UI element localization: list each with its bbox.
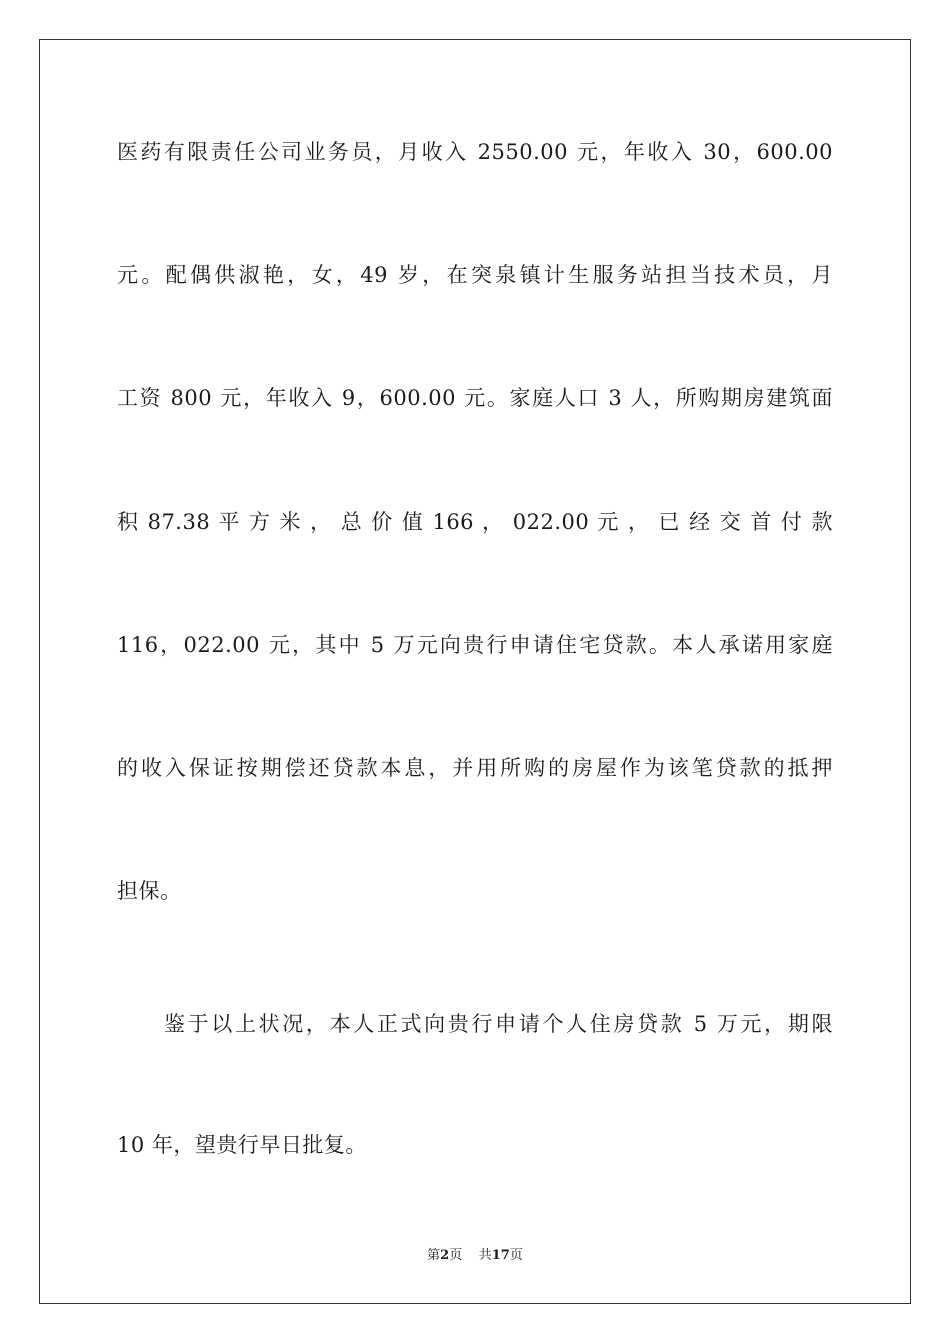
footer-page-prefix: 第 xyxy=(427,1248,441,1263)
footer-page-total: 17 xyxy=(491,1248,510,1263)
body-line-3: 工资 800 元，年收入 9，600.00 元。家庭人口 3 人，所购期房建筑面 xyxy=(117,386,833,410)
page-footer xyxy=(0,1248,950,1264)
body-line-4: 积 87.38 平 方 米 ， 总 价 值 166 ， 022.00 元 ， 已 经 交 首 付 款 xyxy=(117,510,833,534)
footer-total-suffix: 页 xyxy=(509,1248,523,1263)
body-line-5: 116，022.00 元，其中 5 万元向贵行申请住宅贷款。本人承诺用家庭 xyxy=(117,633,833,657)
footer-total-prefix: 共 xyxy=(478,1248,492,1263)
body-line-1: 医药有限责任公司业务员，月收入 2550.00 元，年收入 30，600.00 xyxy=(117,140,833,164)
body-line-6: 的收入保证按期偿还贷款本息，并用所购的房屋作为该笔贷款的抵押 xyxy=(117,756,833,780)
body-line-8-indented: 鉴于以上状况，本人正式向贵行申请个人住房贷款 5 万元，期限 xyxy=(164,1012,833,1036)
body-line-2: 元。配偶供淑艳，女，49 岁，在突泉镇计生服务站担当技术员，月 xyxy=(117,263,833,287)
page-border xyxy=(39,39,911,1304)
footer-page-suffix: 页 xyxy=(449,1248,463,1263)
body-line-7: 担保。 xyxy=(117,879,182,903)
footer-page-current: 2 xyxy=(440,1248,450,1263)
body-line-9: 10 年，望贵行早日批复。 xyxy=(117,1133,367,1157)
